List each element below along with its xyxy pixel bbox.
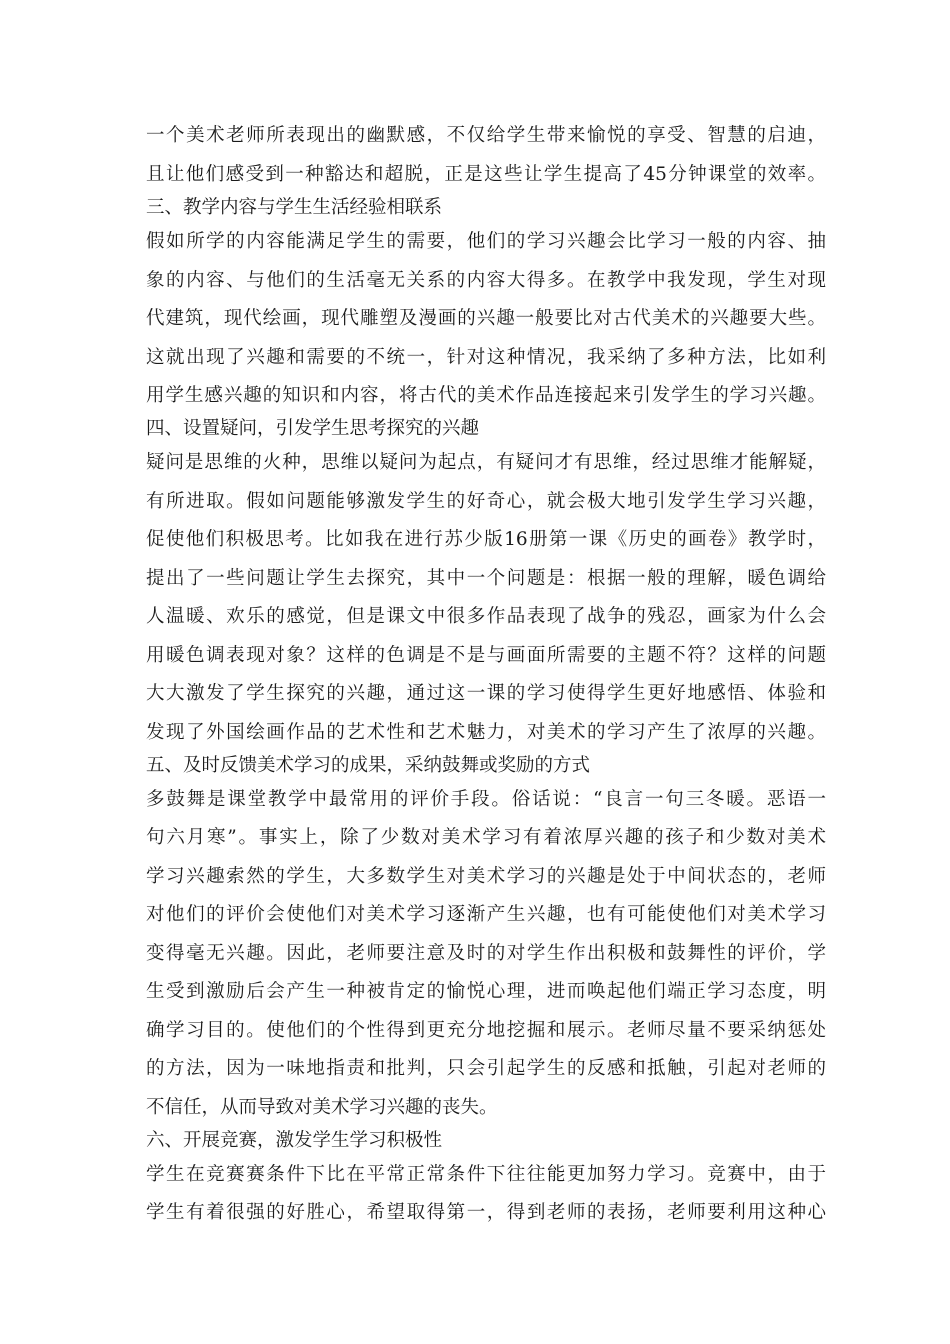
text-line: 一个美术老师所表现出的幽默感，不仅给学生带来愉悦的享受、智慧的启迪， [146, 125, 826, 146]
text-line: 且让他们感受到一种豁达和超脱，正是这些让学生提高了45分钟课堂的效率。 [146, 164, 826, 185]
text-line: 有所进取。假如问题能够激发学生的好奇心，就会极大地引发学生学习兴趣， [146, 491, 826, 512]
text-line: 代建筑，现代绘画，现代雕塑及漫画的兴趣一般要比对古代美术的兴趣要大些。 [146, 308, 826, 329]
text-line: 疑问是思维的火种，思维以疑问为起点，有疑问才有思维，经过思维才能解疑， [146, 452, 826, 473]
text-line: 大大激发了学生探究的兴趣，通过这一课的学习使得学生更好地感悟、体验和 [146, 683, 826, 704]
text-line: 学生有着很强的好胜心，希望取得第一，得到老师的表扬，老师要利用这种心 [146, 1202, 826, 1223]
text-line: 这就出现了兴趣和需要的不统一，针对这种情况，我采纳了多种方法，比如利 [146, 347, 826, 368]
text-line: 发现了外国绘画作品的艺术性和艺术魅力，对美术的学习产生了浓厚的兴趣。 [146, 722, 826, 743]
section-heading: 六、开展竞赛，激发学生学习积极性 [146, 1130, 443, 1151]
text-line: 确学习目的。使他们的个性得到更充分地挖掘和展示。老师尽量不要采纳惩处 [146, 1020, 826, 1041]
text-line: 多鼓舞是课堂教学中最常用的评价手段。俗话说：“良言一句三冬暖。恶语一 [146, 789, 826, 810]
text-line: 不信任，从而导致对美术学习兴趣的丧失。 [146, 1097, 498, 1118]
text-line: 促使他们积极思考。比如我在进行苏少版16册第一课《历史的画卷》教学时， [146, 529, 826, 550]
text-line: 用暖色调表现对象？这样的色调是不是与画面所需要的主题不符？这样的问题 [146, 645, 826, 666]
text-line: 假如所学的内容能满足学生的需要，他们的学习兴趣会比学习一般的内容、抽 [146, 231, 826, 252]
text-line: 提出了一些问题让学生去探究，其中一个问题是：根据一般的理解，暖色调给 [146, 568, 826, 589]
text-line: 变得毫无兴趣。因此，老师要注意及时的对学生作出积极和鼓舞性的评价，学 [146, 943, 826, 964]
text-line: 生受到激励后会产生一种被肯定的愉悦心理，进而唤起他们端正学习态度，明 [146, 981, 826, 1002]
text-line: 象的内容、与他们的生活毫无关系的内容大得多。在教学中我发现，学生对现 [146, 270, 826, 291]
text-line: 的方法，因为一味地指责和批判，只会引起学生的反感和抵触，引起对老师的 [146, 1058, 826, 1079]
text-line: 学习兴趣索然的学生，大多数学生对美术学习的兴趣是处于中间状态的，老师 [146, 866, 826, 887]
text-line: 学生在竞赛赛条件下比在平常正常条件下往往能更加努力学习。竞赛中，由于 [146, 1164, 826, 1185]
text-line: 用学生感兴趣的知识和内容，将古代的美术作品连接起来引发学生的学习兴趣。 [146, 385, 826, 406]
section-heading: 四、设置疑问，引发学生思考探究的兴趣 [146, 418, 480, 439]
text-line: 人温暖、欢乐的感觉，但是课文中很多作品表现了战争的残忍，画家为什么会 [146, 606, 826, 627]
text-line: 句六月寒”。事实上，除了少数对美术学习有着浓厚兴趣的孩子和少数对美术 [146, 827, 826, 848]
section-heading: 三、教学内容与学生生活经验相联系 [146, 197, 443, 218]
section-heading: 五、及时反馈美术学习的成果，采纳鼓舞或奖励的方式 [146, 755, 591, 776]
text-line: 对他们的评价会使他们对美术学习逐渐产生兴趣，也有可能使他们对美术学习 [146, 904, 826, 925]
